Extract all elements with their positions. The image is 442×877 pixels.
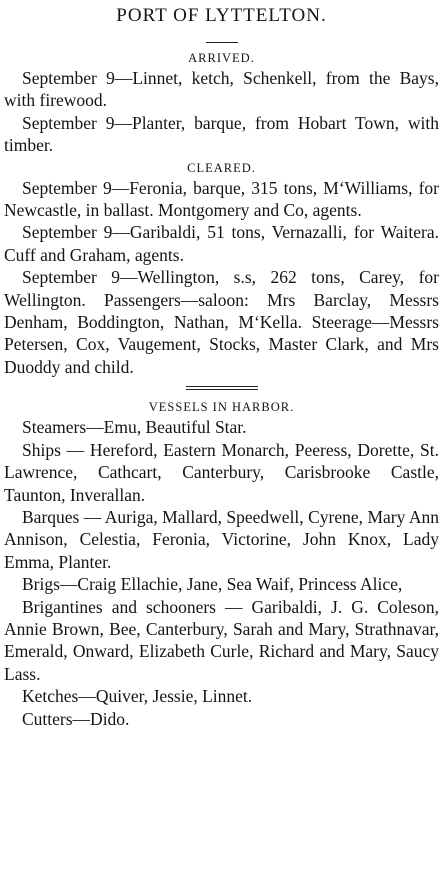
cleared-entry: September 9—Garibaldi, 51 tons, Vernazalli, for Waitera. Cuff and Graham, agents. (4, 222, 439, 265)
cleared-heading: CLEARED. (187, 160, 256, 175)
vessels-entry: Barques — Auriga, Mallard, Speedwell, Cyrene, Mary Ann Annison, Celestia, Feronia, Victorine, John Knox, Lady Emma, Planter. (4, 506, 439, 572)
arrived-heading: ARRIVED. (188, 51, 255, 65)
vessels-heading: VESSELS IN HARBOR. (148, 400, 295, 415)
arrived-entry: September 9—Planter, barque, from Hobart Town, with timber. (4, 112, 439, 156)
cleared-entry: September 9—Wellington, s.s, 262 tons, Carey, for Wellington. Passengers—saloon: Mrs Barclay, Messrs Denham, Boddington, Nathan, M‘Kella. Steerage—Messrs Petersen, Cox, Vaugement, Stocks, Master Clark, and Mrs Duoddy and child. (4, 267, 439, 377)
section-divider-bottom (186, 389, 258, 390)
cleared-entry: September 9—Feronia, barque, 315 tons, M‘Williams, for Newcastle, in ballast. Montgomery and Co, agents. (4, 177, 439, 221)
news-column (4, 0, 439, 730)
vessels-entry: Ketches—Quiver, Jessie, Linnet. (22, 686, 253, 707)
arrived-entry: September 9—Linnet, ketch, Schenkell, from the Bays, with firewood. (4, 68, 439, 111)
page-title: PORT OF LYTTELTON. (116, 5, 327, 26)
vessels-entry: Cutters—Dido. (22, 708, 130, 729)
vessels-entry: Ships — Hereford, Eastern Monarch, Peeress, Dorette, St. Lawrence, Cathcart, Canterbury, Carisbrooke Castle, Taunton, Inverallan. (4, 439, 439, 505)
section-divider-top (186, 386, 258, 387)
vessels-entry: Brigantines and schooners — Garibaldi, J. G. Coleson, Annie Brown, Bee, Canterbury, Sarah and Mary, Strathnavar, Emerald, Onward, Elizabeth Curle, Richard and Mary, Saucy Lass. (4, 596, 439, 684)
vessels-entry: Brigs—Craig Ellachie, Jane, Sea Waif, Princess Alice, (22, 574, 403, 595)
title-rule (206, 42, 238, 43)
vessels-entry: Steamers—Emu, Beautiful Star. (22, 417, 247, 438)
